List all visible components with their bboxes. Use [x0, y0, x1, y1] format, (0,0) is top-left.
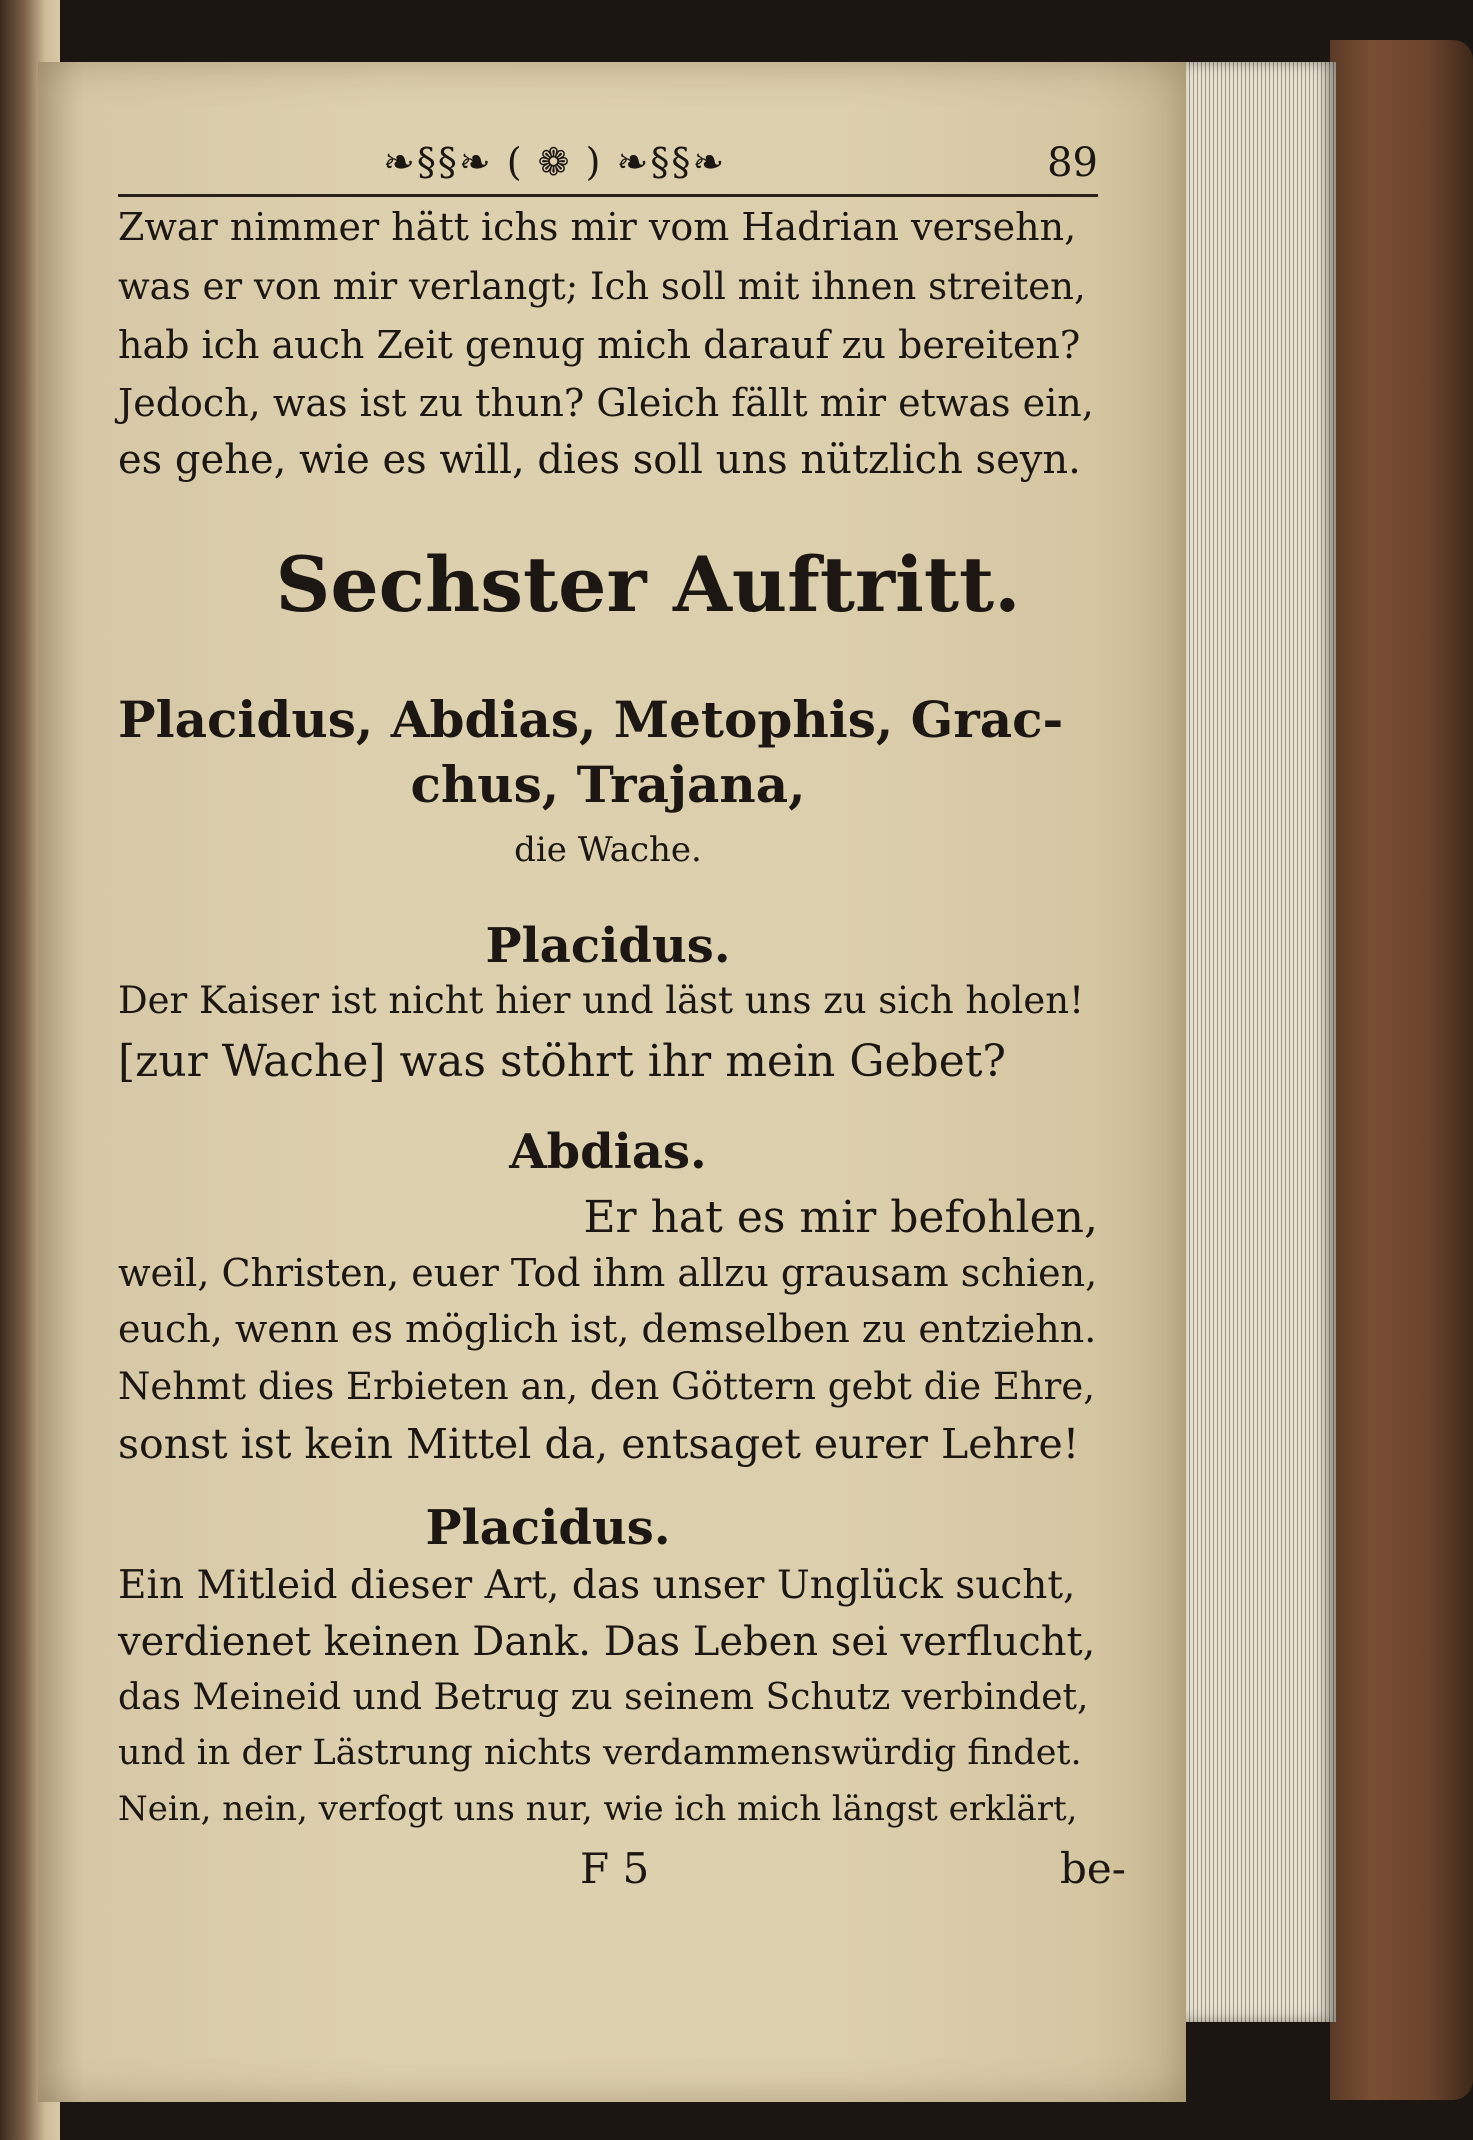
header-rule: [118, 194, 1098, 197]
cast-line: die Wache.: [514, 830, 702, 870]
page-edges: [1186, 62, 1336, 2022]
text-line: hab ich auch Zeit genug mich darauf zu bereiten?: [118, 323, 1081, 367]
text-line: und in der Lästrung nichts verdammenswürdig findet.: [118, 1733, 1082, 1773]
text-line: Jedoch, was ist zu thun? Gleich fällt mir etwas ein,: [118, 381, 1094, 425]
text-line: es gehe, wie es will, dies soll uns nützlich seyn.: [118, 437, 1081, 483]
speaker-name: Placidus.: [425, 1500, 671, 1556]
speaker-name: Abdias.: [509, 1124, 707, 1180]
text-line: euch, wenn es möglich ist, demselben zu entziehn.: [118, 1307, 1097, 1351]
text-line: Nehmt dies Erbieten an, den Göttern gebt die Ehre,: [118, 1365, 1096, 1408]
catchword: be-: [1060, 1844, 1126, 1893]
text-line: Zwar nimmer hätt ichs mir vom Hadrian versehn,: [118, 205, 1077, 249]
book-cover-edge: [1330, 40, 1473, 2100]
signature-mark: F 5: [580, 1844, 650, 1893]
text-line: [zur Wache] was stöhrt ihr mein Gebet?: [118, 1036, 1007, 1087]
text-line: Der Kaiser ist nicht hier und läst uns zu sich holen!: [118, 979, 1084, 1022]
scene-title: Sechster Auftritt.: [275, 540, 1021, 629]
text-line: verdienet keinen Dank. Das Leben sei verflucht,: [118, 1619, 1096, 1665]
text-line: sonst ist kein Mittel da, entsaget eurer Lehre!: [118, 1420, 1080, 1468]
cast-line: chus, Trajana,: [410, 755, 806, 814]
speaker-name: Placidus.: [485, 918, 731, 974]
text-line: Nein, nein, verfogt uns nur, wie ich mich längst erklärt,: [118, 1789, 1078, 1829]
text-line: Er hat es mir befohlen,: [583, 1192, 1098, 1243]
text-line: was er von mir verlangt; Ich soll mit ihnen streiten,: [118, 265, 1086, 308]
cast-line: Placidus, Abdias, Metophis, Grac-: [118, 690, 1064, 749]
running-header: [118, 140, 1098, 200]
text-line: Ein Mitleid dieser Art, das unser Unglück sucht,: [118, 1563, 1076, 1608]
text-line: das Meineid und Betrug zu seinem Schutz verbindet,: [118, 1677, 1089, 1718]
header-ornament: ❧§§❧ ( ❁ ) ❧§§❧: [383, 140, 727, 184]
page-number: 89: [1047, 140, 1098, 186]
text-line: weil, Christen, euer Tod ihm allzu grausam schien,: [118, 1251, 1098, 1295]
